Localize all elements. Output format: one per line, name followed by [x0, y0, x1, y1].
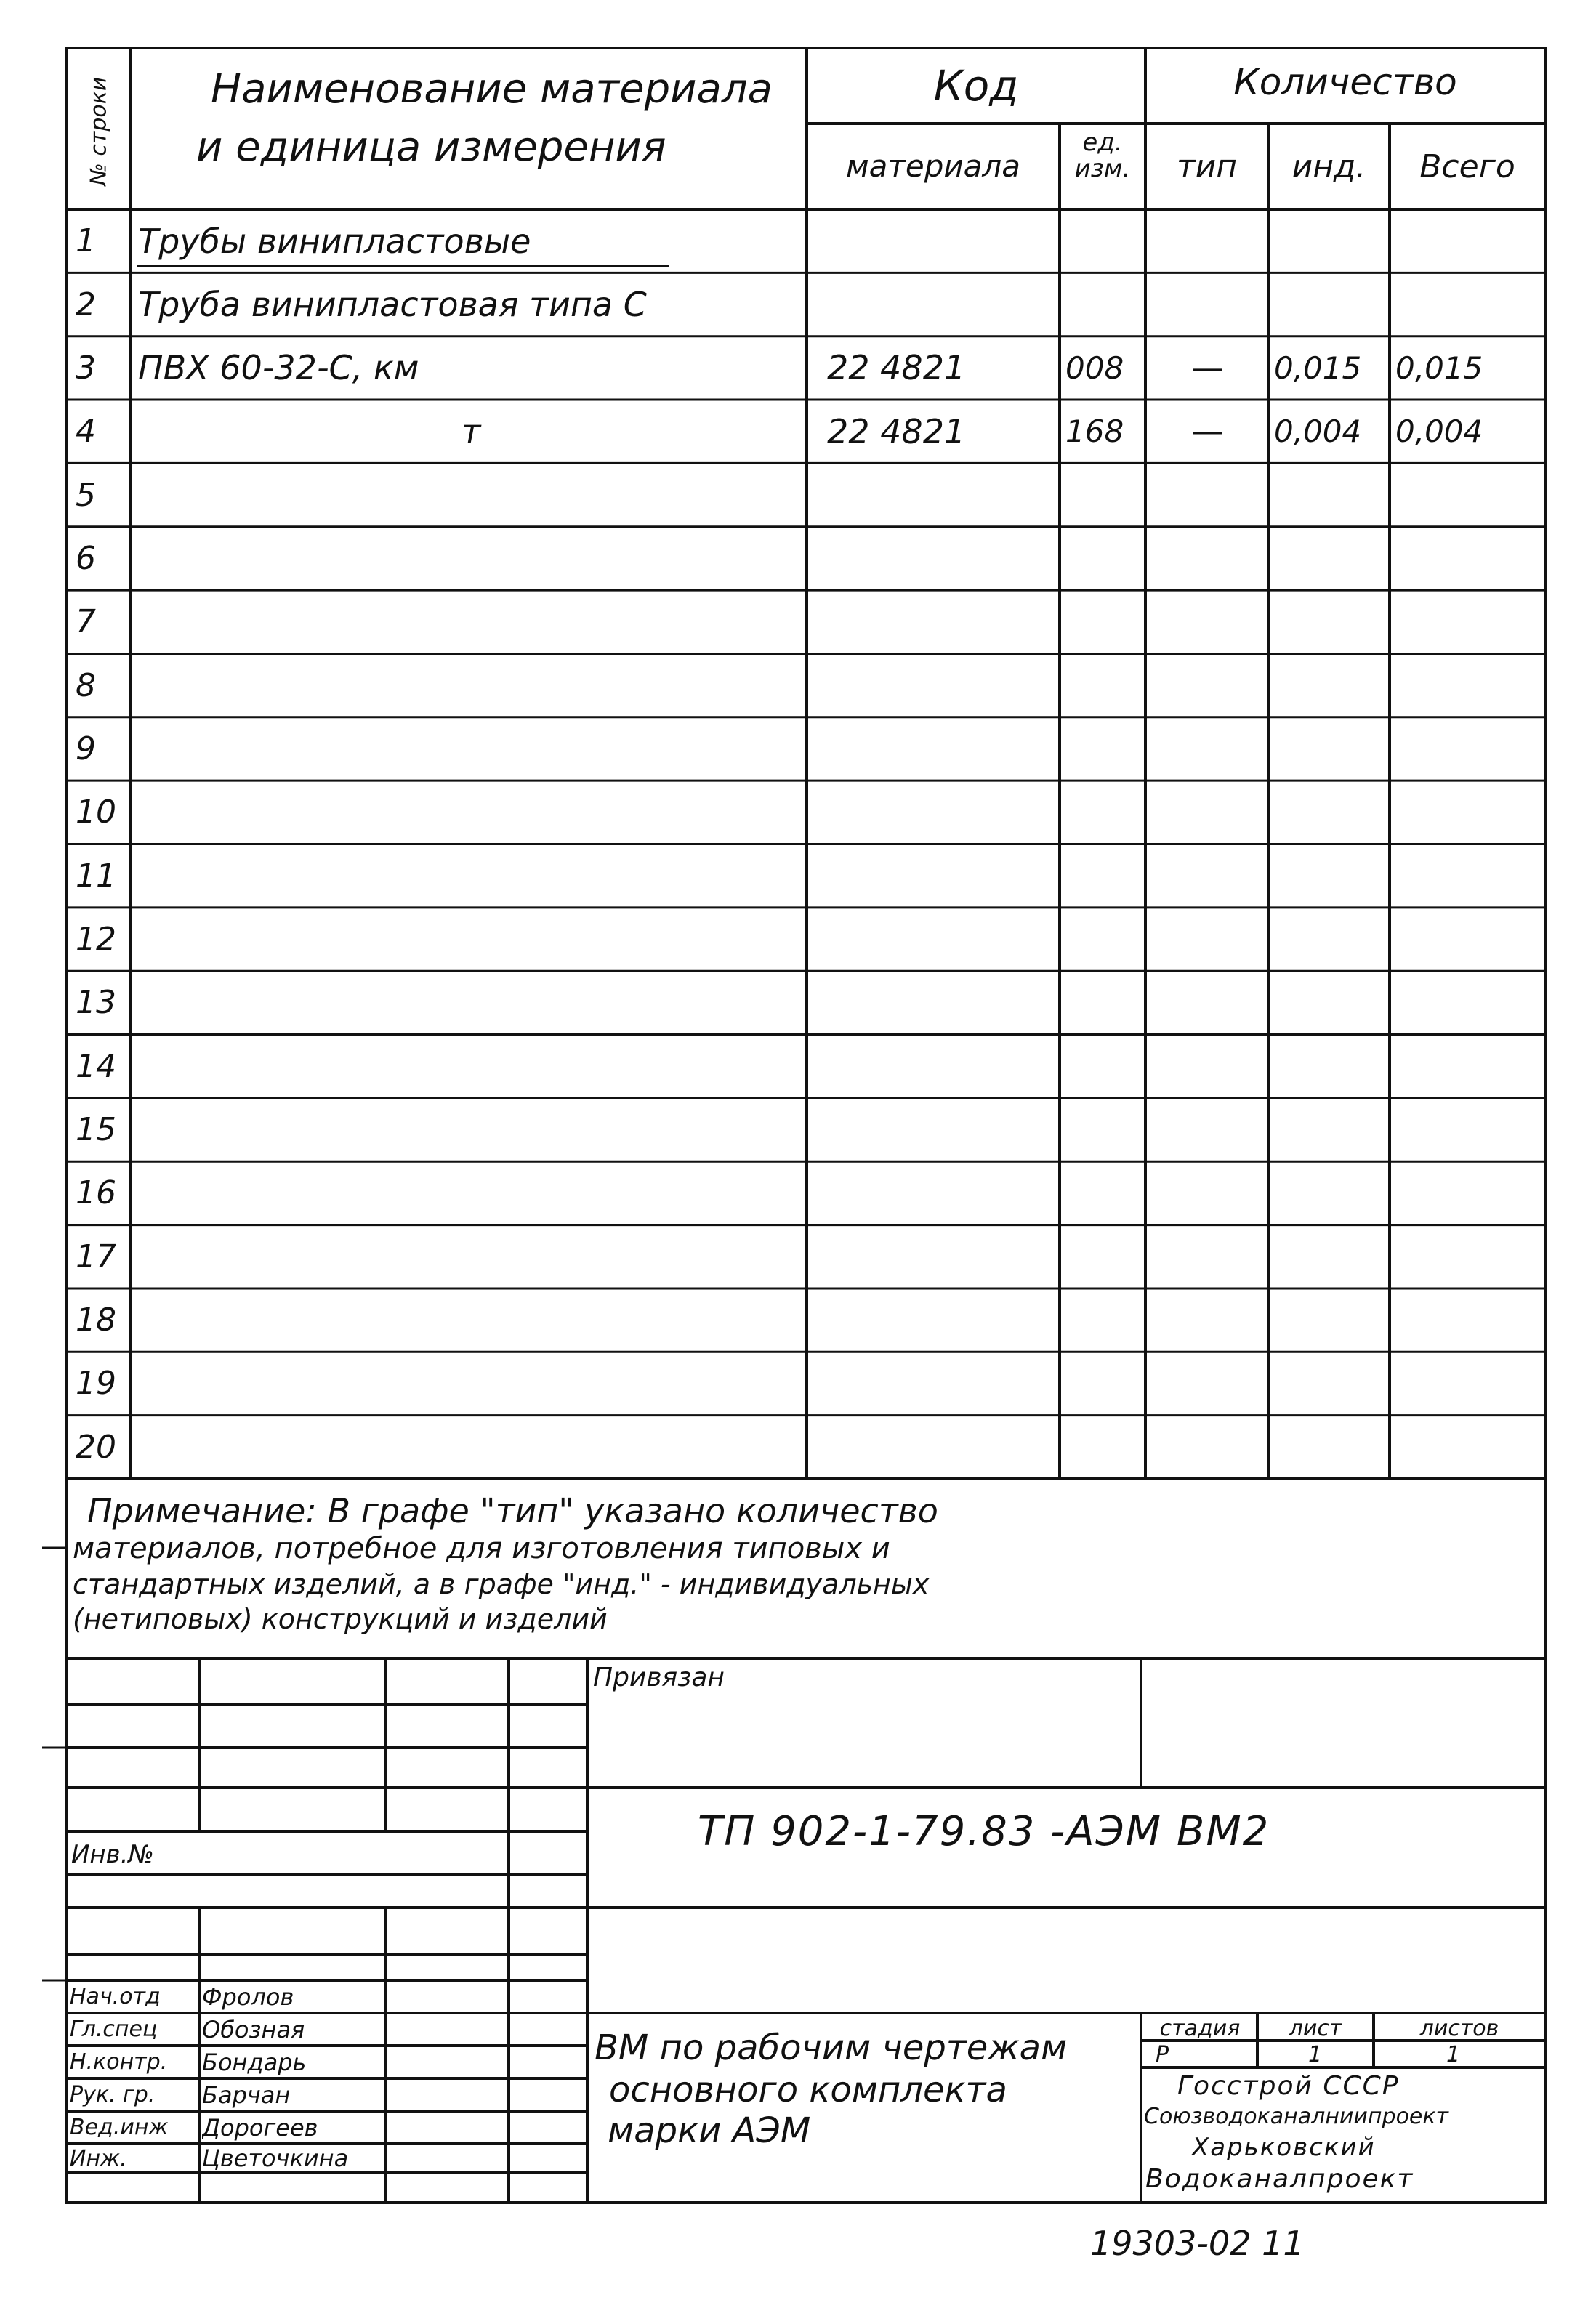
- row-cell-ind: 0,004: [1274, 413, 1362, 450]
- row-cell-total: 0,015: [1395, 350, 1483, 386]
- stage-value: Р: [1156, 2042, 1169, 2067]
- document-code: ТП 902-1-79.83 -АЭМ ВМ2: [698, 1808, 1270, 1855]
- row-cell-name: Трубы винипластовые: [138, 221, 531, 261]
- row-cell-unit: 168: [1065, 413, 1124, 450]
- row-cell-code: [810, 464, 1057, 525]
- row-cell-total: [1393, 782, 1544, 842]
- row-cell-ind: [1271, 211, 1388, 271]
- row-cell-total: [1393, 1163, 1544, 1223]
- row-cell-n: 5: [76, 476, 96, 514]
- row-cell-name: ПВХ 60-32-С, км: [138, 348, 419, 388]
- qty-ind-header: инд.: [1291, 148, 1366, 185]
- code-unit-header: ед. изм.: [1074, 128, 1131, 183]
- row-cell-code: [810, 274, 1057, 334]
- row-cell-unit: [1063, 846, 1144, 906]
- row-cell-n: 9: [76, 730, 96, 767]
- row-cell-code: [810, 846, 1057, 906]
- row-cell-total: 0,004: [1395, 413, 1483, 450]
- sheet-value: 1: [1308, 2042, 1323, 2067]
- row-cell-type: [1148, 592, 1267, 652]
- row-cell-ind: [1271, 528, 1388, 589]
- row-cell-code: [810, 1099, 1057, 1160]
- row-cell-name: [135, 972, 804, 1033]
- row-cell-ind: [1271, 1353, 1388, 1413]
- row-cell-n: 11: [76, 857, 116, 895]
- row-cell-name: [135, 1290, 804, 1350]
- signature-name: Барчан: [202, 2081, 291, 2109]
- row-cell-ind: [1271, 1417, 1388, 1477]
- row-cell-name: [135, 1417, 804, 1477]
- org-line1: Госстрой СССР: [1177, 2071, 1400, 2101]
- row-cell-ind: [1271, 464, 1388, 525]
- row-cell-unit: [1063, 211, 1144, 271]
- row-cell-type: [1148, 528, 1267, 589]
- name-header-line1: Наименование материала: [211, 65, 773, 113]
- row-cell-type: [1148, 1353, 1267, 1413]
- signature-role: Инж.: [70, 2145, 127, 2171]
- signature-role: Нач.отд: [70, 1984, 161, 2009]
- row-cell-name: [135, 1227, 804, 1287]
- row-cell-n: 17: [76, 1238, 116, 1275]
- row-cell-unit: [1063, 972, 1144, 1033]
- row-cell-ind: [1271, 782, 1388, 842]
- stage-label: стадия: [1159, 2016, 1241, 2041]
- row-cell-name: [135, 1036, 804, 1097]
- row-cell-code: [810, 592, 1057, 652]
- row-cell-n: 15: [76, 1111, 116, 1149]
- qty-header: Количество: [1233, 61, 1457, 103]
- row-cell-unit: [1063, 1036, 1144, 1097]
- row-cell-n: 3: [76, 349, 96, 387]
- row-cell-ind: [1271, 1163, 1388, 1223]
- org-line3: Харьковский: [1192, 2133, 1376, 2162]
- signature-role: Гл.спец: [70, 2017, 158, 2042]
- row-cell-unit: [1063, 655, 1144, 715]
- row-cell-n: 7: [76, 603, 96, 641]
- row-cell-total: [1393, 211, 1544, 271]
- row-cell-unit: [1063, 592, 1144, 652]
- note-line2: материалов, потребное для изготовления типовых и: [73, 1532, 890, 1565]
- row-cell-n: 18: [76, 1302, 116, 1339]
- row-cell-n: 20: [76, 1428, 116, 1466]
- row-cell-type: [1148, 909, 1267, 969]
- row-cell-unit: [1063, 1353, 1144, 1413]
- row-cell-unit: [1063, 1227, 1144, 1287]
- row-cell-code: [810, 1290, 1057, 1350]
- row-cell-type: [1148, 1099, 1267, 1160]
- org-line2: Союзводоканалниипроект: [1144, 2104, 1448, 2129]
- row-cell-unit: [1063, 1290, 1144, 1350]
- row-cell-unit: [1063, 1099, 1144, 1160]
- row-cell-code: 22 4821: [827, 348, 966, 388]
- row-cell-type: [1148, 274, 1267, 334]
- signature-name: Обозная: [202, 2015, 305, 2043]
- row-cell-type: [1148, 719, 1267, 779]
- row-cell-unit: [1063, 909, 1144, 969]
- row-cell-unit: [1063, 782, 1144, 842]
- row-cell-n: 10: [76, 794, 116, 831]
- row-cell-ind: [1271, 1036, 1388, 1097]
- row-cell-n: 14: [76, 1047, 116, 1085]
- row-cell-code: [810, 719, 1057, 779]
- row-cell-total: [1393, 274, 1544, 334]
- row-cell-ind: [1271, 972, 1388, 1033]
- row-cell-name: [135, 592, 804, 652]
- row-cell-total: [1393, 655, 1544, 715]
- row-cell-n: 19: [76, 1365, 116, 1403]
- qty-total-header: Всего: [1419, 148, 1515, 185]
- row-cell-name: [135, 528, 804, 589]
- row-cell-ind: [1271, 1290, 1388, 1350]
- row-cell-unit: [1063, 274, 1144, 334]
- row-cell-total: [1393, 1036, 1544, 1097]
- row-cell-total: [1393, 464, 1544, 525]
- row-cell-type: [1148, 1290, 1267, 1350]
- row-cell-ind: [1271, 1227, 1388, 1287]
- row-cell-ind: [1271, 655, 1388, 715]
- row-cell-total: [1393, 909, 1544, 969]
- row-cell-code: [810, 1353, 1057, 1413]
- title-line3: марки АЭМ: [608, 2110, 811, 2151]
- row-cell-ind: [1271, 274, 1388, 334]
- row-cell-ind: [1271, 909, 1388, 969]
- row-cell-type: [1148, 1417, 1267, 1477]
- row-cell-n: 12: [76, 921, 116, 959]
- signature-name: Дорогеев: [202, 2113, 318, 2142]
- row-cell-unit: [1063, 719, 1144, 779]
- row-cell-ind: 0,015: [1274, 350, 1362, 386]
- row-cell-ind: [1271, 719, 1388, 779]
- row-cell-n: 2: [76, 286, 96, 323]
- row-cell-code: [810, 972, 1057, 1033]
- row-cell-code: 22 4821: [827, 411, 966, 451]
- row-cell-type: [1148, 211, 1267, 271]
- code-material-header: материала: [845, 148, 1020, 184]
- row-cell-type: [1148, 972, 1267, 1033]
- row-number-header: № строки: [86, 76, 112, 185]
- row-cell-total: [1393, 528, 1544, 589]
- row-cell-total: [1393, 1290, 1544, 1350]
- row-cell-n: 8: [76, 666, 96, 704]
- row-cell-ind: [1271, 592, 1388, 652]
- note-line1: Примечание: В графе "тип" указано количество: [87, 1491, 938, 1530]
- row-cell-total: [1393, 719, 1544, 779]
- row-cell-n: 6: [76, 539, 96, 577]
- row-cell-code: [810, 1227, 1057, 1287]
- row-cell-total: [1393, 846, 1544, 906]
- row-cell-type: [1148, 846, 1267, 906]
- row-cell-unit: [1063, 528, 1144, 589]
- row-cell-total: [1393, 972, 1544, 1033]
- row-cell-name: [135, 1099, 804, 1160]
- row-cell-type: [1148, 1227, 1267, 1287]
- inventory-number-label: Инв.№: [71, 1840, 154, 1869]
- row-cell-total: [1393, 1227, 1544, 1287]
- row-cell-unit: [1063, 1417, 1144, 1477]
- row-cell-name: [135, 1163, 804, 1223]
- org-line4: Водоканалпроект: [1145, 2164, 1414, 2194]
- row-cell-type: [1148, 655, 1267, 715]
- note-line4: (нетиповых) конструкций и изделий: [73, 1603, 608, 1635]
- signature-name: Бондарь: [202, 2048, 307, 2076]
- row-cell-type: [1148, 1036, 1267, 1097]
- sheets-label: листов: [1419, 2016, 1499, 2041]
- row-cell-type: —: [1191, 349, 1224, 387]
- row-cell-code: [810, 782, 1057, 842]
- row-cell-name: [135, 464, 804, 525]
- row-cell-name: Труба винипластовая типа С: [138, 285, 647, 325]
- sheets-value: 1: [1446, 2042, 1461, 2067]
- title-line2: основного комплекта: [609, 2070, 1007, 2110]
- row-cell-name: [135, 655, 804, 715]
- name-header-line2: и единица измерения: [196, 124, 666, 171]
- row-cell-total: [1393, 1353, 1544, 1413]
- row-cell-code: [810, 528, 1057, 589]
- row-cell-name: [135, 1353, 804, 1413]
- row-cell-name: [135, 846, 804, 906]
- row-cell-name: [135, 909, 804, 969]
- row-cell-ind: [1271, 846, 1388, 906]
- row-cell-total: [1393, 1417, 1544, 1477]
- title-line1: ВМ по рабочим чертежам: [595, 2027, 1068, 2068]
- row-cell-code: [810, 909, 1057, 969]
- row-cell-n: 13: [76, 984, 116, 1022]
- signature-name: Фролов: [202, 1982, 294, 2011]
- row-cell-code: [810, 1036, 1057, 1097]
- row-cell-type: [1148, 1163, 1267, 1223]
- footer-code: 19303-02 11: [1090, 2224, 1305, 2263]
- row-cell-unit: [1063, 1163, 1144, 1223]
- row-cell-n: 16: [76, 1174, 116, 1212]
- row-cell-code: [810, 655, 1057, 715]
- privyazan-label: Привязан: [593, 1663, 725, 1692]
- row-cell-ind: [1271, 1099, 1388, 1160]
- row-cell-name: [135, 719, 804, 779]
- qty-type-header: тип: [1177, 148, 1237, 185]
- signature-role: Н.контр.: [70, 2049, 168, 2075]
- row-cell-unit: [1063, 464, 1144, 525]
- row-cell-total: [1393, 1099, 1544, 1160]
- note-line3: стандартных изделий, а в графе "инд." - индивидуальных: [73, 1568, 930, 1600]
- row-cell-code: [810, 1417, 1057, 1477]
- signature-role: Рук. гр.: [70, 2082, 156, 2107]
- row-cell-type: [1148, 782, 1267, 842]
- row-cell-unit: 008: [1065, 350, 1124, 386]
- signature-role: Вед.инж: [70, 2115, 169, 2140]
- row-cell-name: [135, 782, 804, 842]
- sheet-label: лист: [1289, 2016, 1342, 2041]
- row-cell-name: т: [461, 411, 481, 451]
- row-cell-code: [810, 1163, 1057, 1223]
- row-cell-code: [810, 211, 1057, 271]
- row-cell-type: —: [1191, 413, 1224, 451]
- row-cell-type: [1148, 464, 1267, 525]
- row-cell-n: 4: [76, 413, 96, 451]
- code-header: Код: [933, 61, 1019, 110]
- row-cell-n: 1: [76, 222, 96, 260]
- signature-name: Цветочкина: [202, 2144, 349, 2172]
- row-cell-total: [1393, 592, 1544, 652]
